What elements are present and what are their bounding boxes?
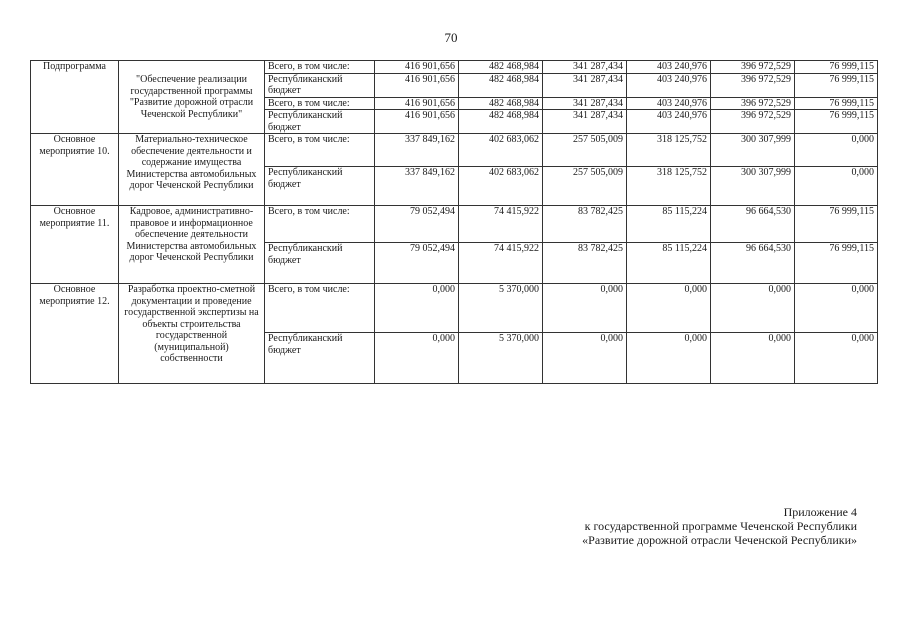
value-cell: 0,000: [711, 333, 795, 384]
value-cell: 85 115,224: [627, 206, 711, 243]
table-row: [31, 206, 878, 243]
value-cell: 403 240,976: [627, 110, 711, 134]
appendix-title: Приложение 4: [783, 505, 857, 519]
value-cell: 403 240,976: [627, 97, 711, 110]
value-cell: 0,000: [795, 134, 878, 167]
source-cell: Всего, в том числе:: [265, 284, 375, 333]
value-cell: 96 664,530: [711, 206, 795, 243]
value-cell: 0,000: [627, 333, 711, 384]
value-cell: 318 125,752: [627, 167, 711, 206]
value-cell: 300 307,999: [711, 167, 795, 206]
source-cell: Всего, в том числе:: [265, 206, 375, 243]
row-name-cell: Разработка проектно-сметной документации и проведение государственной экспертизы на объекты строительства государственной (муниципальной) собственности: [119, 284, 265, 384]
value-cell: 341 287,434: [543, 61, 627, 74]
value-cell: 79 052,494: [375, 206, 459, 243]
value-cell: 257 505,009: [543, 134, 627, 167]
value-cell: 0,000: [627, 284, 711, 333]
value-cell: 0,000: [543, 333, 627, 384]
source-cell: Республиканский бюджет: [265, 243, 375, 284]
value-cell: 396 972,529: [711, 97, 795, 110]
row-name-cell: Кадровое, административно-правовое и информационное обеспечение деятельности Министерства автомобильных дорог Чеченской Республики: [119, 206, 265, 284]
appendix-program-name: «Развитие дорожной отрасли Чеченской Республики»: [582, 533, 857, 547]
value-cell: 396 972,529: [711, 61, 795, 74]
value-cell: 402 683,062: [459, 134, 543, 167]
value-cell: 416 901,656: [375, 61, 459, 74]
value-cell: 403 240,976: [627, 73, 711, 97]
value-cell: 74 415,922: [459, 206, 543, 243]
value-cell: 83 782,425: [543, 206, 627, 243]
table-row: [31, 61, 878, 74]
source-cell: Республиканский бюджет: [265, 73, 375, 97]
page-number: 70: [444, 30, 458, 45]
value-cell: 79 052,494: [375, 243, 459, 284]
value-cell: 403 240,976: [627, 61, 711, 74]
value-cell: 0,000: [543, 284, 627, 333]
value-cell: 337 849,162: [375, 167, 459, 206]
budget-table: [30, 60, 878, 384]
source-cell: Республиканский бюджет: [265, 110, 375, 134]
table-row: [31, 284, 878, 333]
value-cell: 76 999,115: [795, 73, 878, 97]
row-type-cell: Основное мероприятие 11.: [31, 206, 119, 284]
appendix-subtitle: к государственной программе Чеченской Республики: [584, 519, 857, 533]
value-cell: 85 115,224: [627, 243, 711, 284]
value-cell: 416 901,656: [375, 73, 459, 97]
value-cell: 76 999,115: [795, 61, 878, 74]
value-cell: 318 125,752: [627, 134, 711, 167]
value-cell: 402 683,062: [459, 167, 543, 206]
row-type-cell: Подпрограмма: [31, 61, 119, 134]
source-cell: Республиканский бюджет: [265, 167, 375, 206]
source-cell: Всего, в том числе:: [265, 134, 375, 167]
value-cell: 257 505,009: [543, 167, 627, 206]
value-cell: 482 468,984: [459, 61, 543, 74]
source-cell: Республиканский бюджет: [265, 333, 375, 384]
value-cell: 300 307,999: [711, 134, 795, 167]
value-cell: 74 415,922: [459, 243, 543, 284]
table-row: [31, 134, 878, 167]
value-cell: 96 664,530: [711, 243, 795, 284]
row-name-cell: "Обеспечение реализации государственной программы "Развитие дорожной отрасли Чеченской Республики": [119, 61, 265, 134]
value-cell: 76 999,115: [795, 206, 878, 243]
value-cell: 337 849,162: [375, 134, 459, 167]
value-cell: 0,000: [711, 284, 795, 333]
value-cell: 341 287,434: [543, 110, 627, 134]
value-cell: 416 901,656: [375, 97, 459, 110]
source-cell: Всего, в том числе:: [265, 97, 375, 110]
value-cell: 482 468,984: [459, 110, 543, 134]
value-cell: 396 972,529: [711, 73, 795, 97]
value-cell: 482 468,984: [459, 73, 543, 97]
value-cell: 76 999,115: [795, 110, 878, 134]
value-cell: 76 999,115: [795, 97, 878, 110]
value-cell: 396 972,529: [711, 110, 795, 134]
appendix-heading: [582, 505, 857, 547]
value-cell: 83 782,425: [543, 243, 627, 284]
value-cell: 341 287,434: [543, 73, 627, 97]
value-cell: 341 287,434: [543, 97, 627, 110]
source-cell: Всего, в том числе:: [265, 61, 375, 74]
row-type-cell: Основное мероприятие 10.: [31, 134, 119, 206]
value-cell: 482 468,984: [459, 97, 543, 110]
value-cell: 416 901,656: [375, 110, 459, 134]
value-cell: 5 370,000: [459, 333, 543, 384]
value-cell: 0,000: [375, 333, 459, 384]
row-name-cell: Материально-техническое обеспечение деятельности и содержание имущества Министерства автомобильных дорог Чеченской Республики: [119, 134, 265, 206]
value-cell: 0,000: [795, 167, 878, 206]
value-cell: 0,000: [795, 333, 878, 384]
value-cell: 0,000: [795, 284, 878, 333]
value-cell: 76 999,115: [795, 243, 878, 284]
value-cell: 0,000: [375, 284, 459, 333]
row-type-cell: Основное мероприятие 12.: [31, 284, 119, 384]
value-cell: 5 370,000: [459, 284, 543, 333]
